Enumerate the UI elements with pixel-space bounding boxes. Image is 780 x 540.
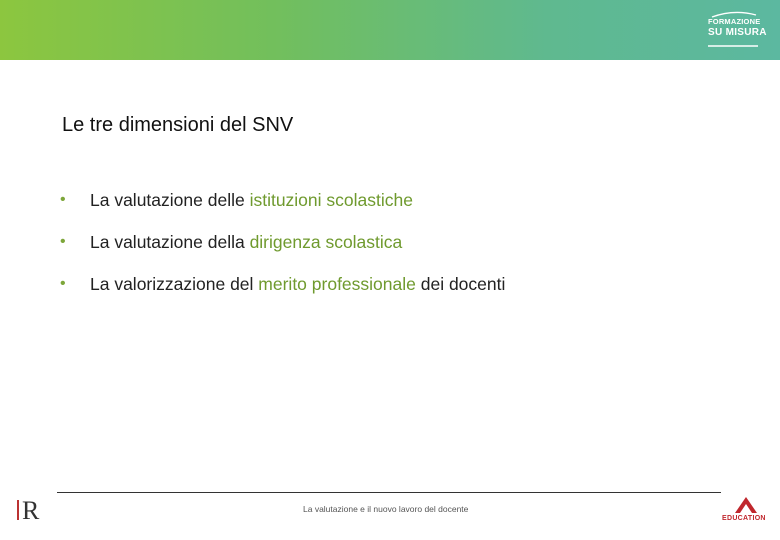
logo-left-bar (17, 500, 19, 520)
bullet-dot: • (60, 275, 66, 292)
bullet-text-before: La valutazione delle (90, 190, 250, 210)
footer-divider (57, 492, 721, 493)
education-a-icon (735, 497, 757, 513)
bullet-highlight: merito professionale (258, 274, 416, 294)
publisher-logo-left (14, 496, 44, 526)
bullet-text (90, 274, 505, 295)
bullet-text (90, 190, 413, 211)
logo-left-letter: R (22, 496, 40, 525)
bullet-dot: • (60, 233, 66, 250)
bullet-text-before: La valutazione della (90, 232, 250, 252)
bullet-highlight: istituzioni scolastiche (249, 190, 413, 210)
bullet-highlight: dirigenza scolastica (249, 232, 403, 252)
formazione-su-misura-logo (708, 17, 772, 57)
brand-line-2: SU MISURA (708, 27, 767, 38)
slide-title: Le tre dimensioni del SNV (62, 114, 294, 136)
education-wordmark: EDUCATION (722, 515, 766, 522)
education-logo (722, 497, 770, 527)
brand-underline (708, 45, 758, 47)
header-band (0, 0, 780, 60)
bullet-text (90, 232, 402, 253)
bullet-text-after: dei docenti (415, 274, 506, 294)
bullet-dot: • (60, 191, 66, 208)
brand-line-1: FORMAZIONE (708, 17, 761, 26)
footer-caption: La valutazione e il nuovo lavoro del docente (303, 504, 469, 514)
bullet-text-before: La valorizzazione del (90, 274, 259, 294)
